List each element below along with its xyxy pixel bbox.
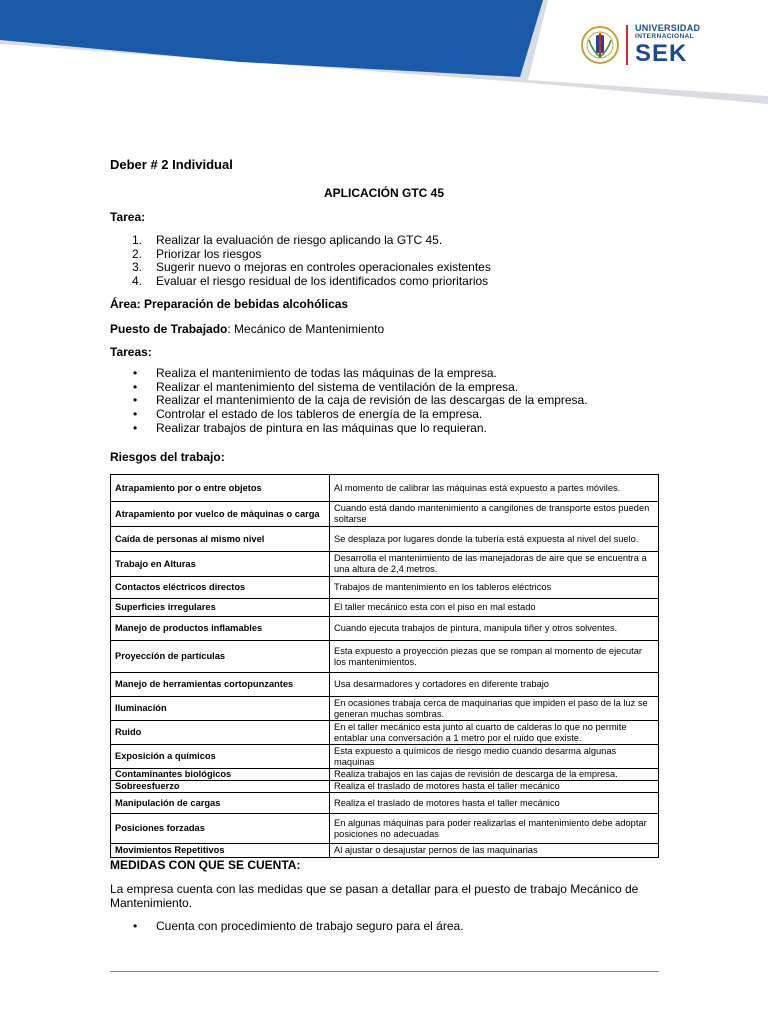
task-item: 2. Priorizar los riesgos xyxy=(132,246,262,261)
medidas-paragraph: La empresa cuenta con las medidas que se pasan a detallar para el puesto de trabajo Mecánico de Mantenimiento. xyxy=(110,882,639,910)
risk-description: Realiza el traslado de motores hasta el taller mecánico xyxy=(330,793,659,814)
table-row xyxy=(111,793,659,814)
tarea-bullet: • Realizar trabajos de pintura en las máquinas que lo requieran. xyxy=(110,422,588,436)
risk-description: Esta expuesto a químicos de riesgo medio cuando desarma algunas maquinas xyxy=(330,745,659,769)
risk-name: Caída de personas al mismo nivel xyxy=(111,527,330,552)
risk-name: Iluminación xyxy=(111,697,330,721)
table-row xyxy=(111,781,659,793)
medida-bullet: • Cuenta con procedimiento de trabajo seguro para el área. xyxy=(110,920,464,934)
tareas-label: Tareas: xyxy=(110,345,152,359)
riesgos-label: Riesgos del trabajo: xyxy=(110,450,225,464)
logo-line-2: INTERNACIONAL xyxy=(635,33,695,41)
table-row xyxy=(111,552,659,577)
risk-description: Se desplaza por lugares donde la tubería está expuesta al nivel del suelo. xyxy=(330,527,659,552)
area-heading: Área: Preparación de bebidas alcohólicas xyxy=(110,297,349,311)
task-item: 1. Realizar la evaluación de riesgo aplicando la GTC 45. xyxy=(132,233,443,247)
tarea-label: Tarea: xyxy=(110,210,146,224)
risk-name: Atrapamiento por o entre objetos xyxy=(111,475,330,502)
risk-name: Posiciones forzadas xyxy=(111,814,330,844)
risk-description: Cuando ejecuta trabajos de pintura, manipula tiñer y otros solventes. xyxy=(330,617,659,641)
table-row xyxy=(111,599,659,617)
table-row xyxy=(111,769,659,781)
risk-description: Al ajustar o desajustar pernos de las maquinarias xyxy=(330,844,659,858)
university-logo xyxy=(580,24,700,66)
task-item: 4. Evaluar el riesgo residual de los identificados como prioritarios xyxy=(132,274,489,289)
risk-description: Usa desarmadores y cortadores en diferente trabajo xyxy=(330,673,659,697)
assignment-title: Deber # 2 Individual xyxy=(110,157,233,172)
risk-name: Contaminantes biológicos xyxy=(111,769,330,781)
table-row xyxy=(111,577,659,599)
risk-name: Atrapamiento por vuelco de máquinas o carga xyxy=(111,502,330,527)
risk-name: Trabajo en Alturas xyxy=(111,552,330,577)
table-row xyxy=(111,475,659,502)
risk-description: Al momento de calibrar las máquinas está expuesto a partes móviles. xyxy=(330,475,659,502)
risk-name: Superficies irregulares xyxy=(111,599,330,617)
logo-line-1: UNIVERSIDAD xyxy=(635,23,701,34)
risks-table xyxy=(110,474,659,858)
risk-name: Contactos eléctricos directos xyxy=(111,577,330,599)
risk-description: Trabajos de mantenimiento en los tableros eléctricos xyxy=(330,577,659,599)
risk-name: Ruido xyxy=(111,721,330,745)
tareas-bullets xyxy=(110,367,588,435)
medidas-bullets xyxy=(110,920,464,934)
medidas-heading: MEDIDAS CON QUE SE CUENTA: xyxy=(110,858,301,872)
tarea-bullet: • Realizar el mantenimiento del sistema de ventilación de la empresa. xyxy=(110,381,588,395)
table-row xyxy=(111,697,659,721)
risk-description: Esta expuesto a proyección piezas que se rompan al momento de ejecutar los mantenimientos. xyxy=(330,641,659,673)
table-row xyxy=(111,814,659,844)
task-list xyxy=(110,234,491,289)
risk-name: Manipulación de cargas xyxy=(111,793,330,814)
puesto-label: Puesto de Trabajado xyxy=(110,322,228,336)
risk-name: Sobreesfuerzo xyxy=(111,781,330,793)
task-item: 3. Sugerir nuevo o mejoras en controles operacionales existentes xyxy=(132,260,491,275)
tarea-bullet: • Realiza el mantenimiento de todas las máquinas de la empresa. xyxy=(110,367,588,381)
table-row xyxy=(111,844,659,858)
risk-description: El taller mecánico esta con el piso en mal estado xyxy=(330,599,659,617)
risk-description: Desarrolla el mantenimiento de las manejadoras de aire que se encuentra a una altura de 2,4 metros. xyxy=(330,552,659,577)
crest-icon xyxy=(580,24,620,66)
table-row xyxy=(111,527,659,552)
risk-name: Exposición a químicos xyxy=(111,745,330,769)
risk-name: Proyección de partículas xyxy=(111,641,330,673)
logo-divider xyxy=(626,25,629,65)
risk-name: Manejo de herramientas cortopunzantes xyxy=(111,673,330,697)
tarea-bullet: • Realizar el mantenimiento de la caja de revisión de las descargas de la empresa. xyxy=(110,394,588,408)
risk-description: En el taller mecánico esta junto al cuarto de calderas lo que no permite entablar una conversación a 1 metro por el ruido que existe. xyxy=(330,721,659,745)
risk-description: Cuando está dando mantenimiento a cangilones de transporte estos pueden soltarse xyxy=(330,502,659,527)
risk-description: Realiza trabajos en las cajas de revisión de descarga de la empresa. xyxy=(330,769,659,781)
risk-name: Movimientos Repetitivos xyxy=(111,844,330,858)
table-row xyxy=(111,641,659,673)
footer-divider xyxy=(110,971,659,972)
risk-description: Realiza el traslado de motores hasta el taller mecánico xyxy=(330,781,659,793)
puesto-line xyxy=(110,322,384,336)
logo-sek: SEK xyxy=(635,39,688,67)
risk-description: En ocasiones trabaja cerca de maquinarias que impiden el paso de la luz se generan muchas sombras. xyxy=(330,697,659,721)
table-row xyxy=(111,617,659,641)
table-row xyxy=(111,502,659,527)
table-row xyxy=(111,673,659,697)
header-blue-shape xyxy=(0,0,543,77)
puesto-value: : Mecánico de Mantenimiento xyxy=(227,322,385,336)
table-row xyxy=(111,721,659,745)
risk-description: En algunas máquinas para poder realizarlas el mantenimiento debe adoptar posiciones no adecuadas xyxy=(330,814,659,844)
application-title: APLICACIÓN GTC 45 xyxy=(323,186,444,200)
tarea-bullet: • Controlar el estado de los tableros de energía de la empresa. xyxy=(110,408,588,422)
table-row xyxy=(111,745,659,769)
risk-name: Manejo de productos inflamables xyxy=(111,617,330,641)
